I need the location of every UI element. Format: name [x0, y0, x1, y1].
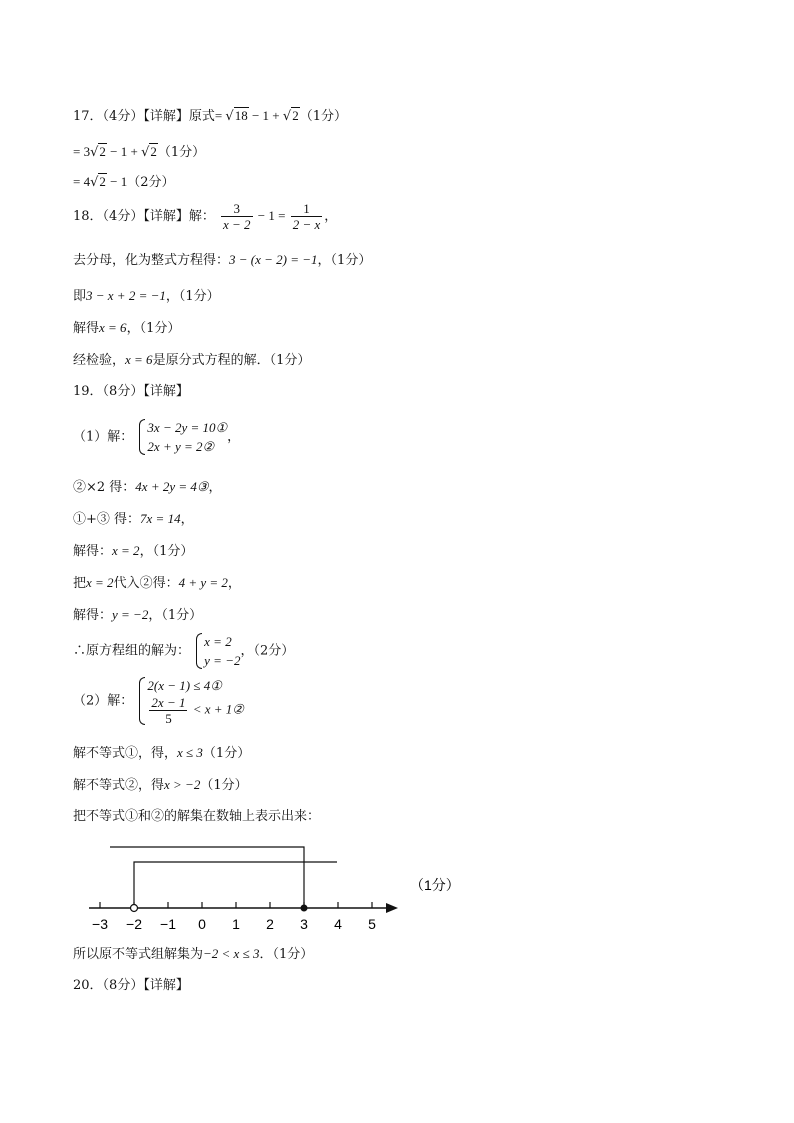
p19-line-i: 解不等式①，得，x ≤ 3（1分） — [73, 745, 251, 761]
p20-heading: 20．（8分）【详解】 — [73, 978, 189, 993]
axis-arrow — [386, 903, 398, 913]
p19-line-g: ∴原方程组的解为： x = 2 y = −2 ，（2分） — [73, 634, 295, 668]
axis-tick-label: −3 — [92, 916, 108, 932]
inequality-system: 2(x − 1) ≤ 4① $\frac{2x - 1}{5}$ < x + 1② — [137, 676, 244, 726]
p19-line-b: ②×2 得：4x + 2y = 4③， — [73, 479, 222, 495]
solution-system: x = 2 y = −2 — [194, 632, 240, 670]
p18-line-3: 即3 − x + 2 = −1，（1分） — [73, 288, 220, 304]
p19-line-k: 把不等式①和②的解集在数轴上表示出来： — [73, 809, 321, 824]
p19-heading: 19．（8分）【详解】 — [73, 384, 189, 399]
p19-part1-system: （1）解： 3x − 2y = 10① 2x + y = 2② ， — [73, 420, 241, 454]
p19-part2-system: （2）解： 2(x − 1) ≤ 4① $\frac{2x - 1}{5}$ < x + 1② — [73, 678, 244, 726]
equation-system: 3x − 2y = 10① 2x + y = 2② — [137, 418, 227, 456]
axis-tick-label: 5 — [368, 916, 376, 932]
p18-line-2: 去分母，化为整式方程得：3 − (x − 2) = −1，（1分） — [73, 252, 372, 268]
p19-line-l: 所以原不等式组解集为−2 < x ≤ 3．（1分） — [73, 946, 314, 962]
axis-tick-label: −1 — [160, 916, 176, 932]
fraction-2: $\frac{1}{2 - x}$ — [292, 201, 321, 232]
open-point-neg2 — [131, 905, 138, 912]
axis-tick-label: 3 — [300, 916, 308, 932]
p18-line-4: 解得x = 6，（1分） — [73, 320, 181, 336]
p18-line-5: 经检验，x = 6是原分式方程的解．（1分） — [73, 352, 311, 368]
number-line-diagram — [0, 830, 794, 940]
p18-line-1: 18．（4分）【详解】解： $\frac{3}{x - 2}$ − 1 = $\frac{1}{2 - x}$ ， — [73, 201, 338, 232]
p19-line-e: 把x = 2代入②得：4 + y = 2， — [73, 575, 241, 591]
p19-line-d: 解得：x = 2，（1分） — [73, 543, 194, 559]
axis-tick-label: 0 — [198, 916, 206, 932]
solution-bracket-gt-neg2 — [134, 862, 337, 908]
p17-line-2: = 3√2 − 1 + √2（1分） — [73, 144, 206, 160]
axis-tick-label: 1 — [232, 916, 240, 932]
p19-line-f: 解得：y = −2，（1分） — [73, 607, 203, 623]
fraction-1: $\frac{3}{x - 2}$ — [222, 201, 251, 232]
p19-line-c: ①+③ 得：7x = 14， — [73, 511, 194, 527]
axis-tick-label: 4 — [334, 916, 342, 932]
axis-tick-label: −2 — [126, 916, 142, 932]
p19-line-j: 解不等式②，得x > −2（1分） — [73, 777, 248, 793]
axis-tick-label: 2 — [266, 916, 274, 932]
number-line-score: （1分） — [410, 877, 460, 893]
p17-line-1: 17．（4分）【详解】原式= √18 − 1 + √2（1分） — [73, 108, 347, 124]
solution-bracket-le-3 — [110, 847, 304, 908]
closed-point-3 — [301, 905, 308, 912]
p17-line-3: = 4√2 − 1（2分） — [73, 174, 175, 190]
